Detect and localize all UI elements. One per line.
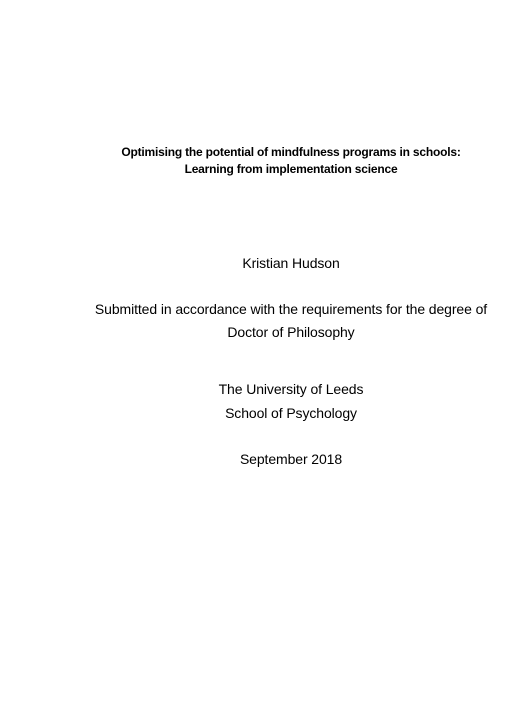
degree-name: Doctor of Philosophy — [227, 324, 355, 340]
submission-statement-line-1: Submitted in accordance with the requirements for the degree of — [94, 301, 488, 317]
school-name: School of Psychology — [225, 405, 357, 421]
submission-date: September 2018 — [239, 451, 343, 467]
thesis-title-line-2: Learning from implementation science — [184, 162, 398, 176]
university-name: The University of Leeds — [218, 381, 364, 397]
author-name: Kristian Hudson — [242, 255, 340, 271]
thesis-title-line-1: Optimising the potential of mindfulness programs in schools: — [121, 145, 461, 159]
